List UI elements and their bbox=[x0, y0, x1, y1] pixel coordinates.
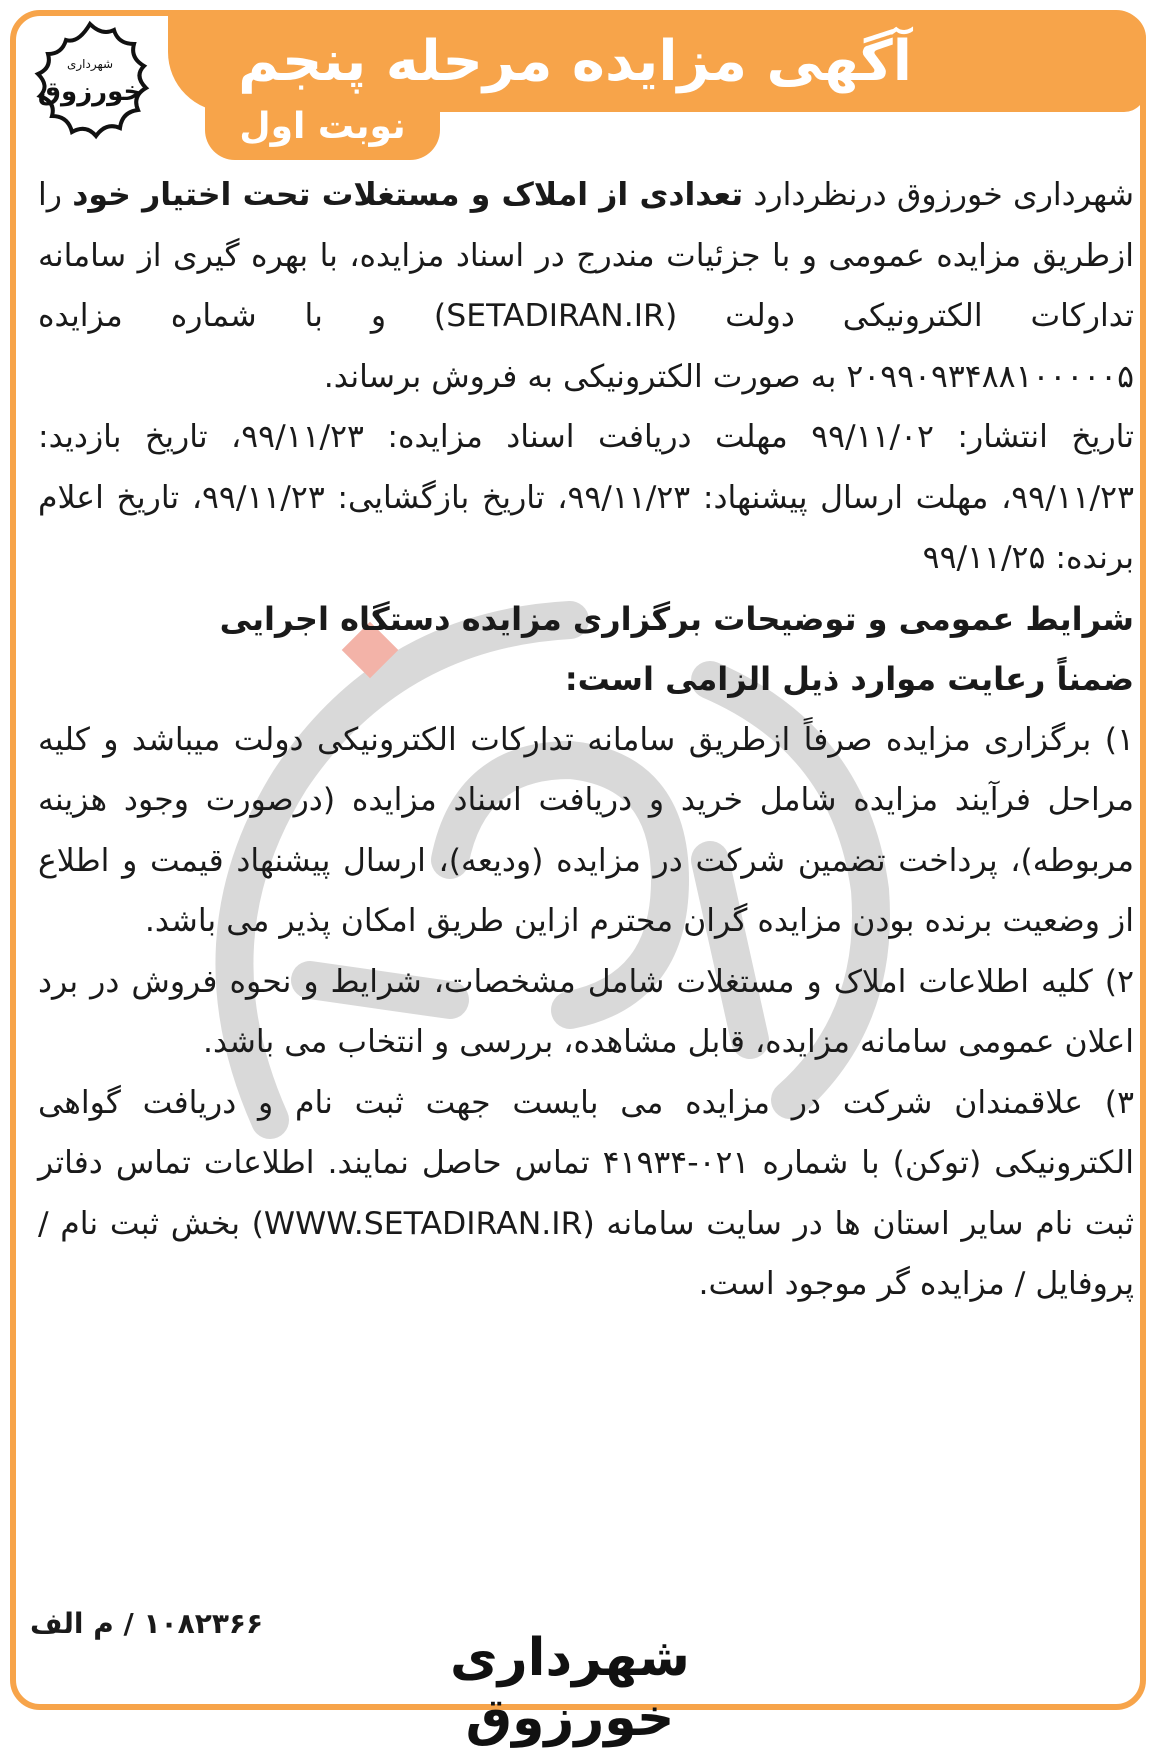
intro-paragraph bbox=[38, 165, 1134, 407]
round-badge: نوبت اول bbox=[205, 100, 440, 160]
intro-text: شهرداری خورزوق درنظردارد bbox=[743, 177, 1134, 213]
intro-text-rest: را ازطریق مزایده عمومی و با جزئیات مندرج در اسناد مزایده، با بهره گیری از سامانه تدارکات الکترونیکی دولت (SETADIRAN.IR) و با شماره مزایده ۲۰۹۹۰۹۳۴۸۸۱۰۰۰۰۰۵ به صورت الکترونیکی به فروش برساند. bbox=[38, 177, 1134, 395]
issuer-signature: شهرداری خورزوق bbox=[450, 1628, 690, 1748]
municipality-flower-logo-icon bbox=[22, 16, 158, 152]
list-item: ۳) علاقمندان شرکت در مزایده می بایست جهت ثبت نام و دریافت گواهی الکترونیکی (توکن) با شماره ۰۲۱-۴۱۹۳۴ تماس حاصل نمایند. اطلاعات تماس دفاتر ثبت نام سایر استان ها در سایت سامانه (WWW.SETADIRAN.IR) بخش ثبت نام / پروفایل / مزایده گر موجود است. bbox=[38, 1084, 1134, 1302]
section-heading-requirements: ضمناً رعایت موارد ذیل الزامی است: bbox=[564, 660, 1134, 698]
logo-text-main: خورزوق bbox=[37, 77, 143, 107]
notice-code: ۱۰۸۲۳۶۶ / م الف bbox=[30, 1607, 264, 1640]
notice-body bbox=[38, 165, 1134, 1315]
list-item: ۱) برگزاری مزایده صرفاً ازطریق سامانه تدارکات الکترونیکی دولت میباشد و کلیه مراحل فرآیند مزایده شامل خرید و دریافت اسناد مزایده (درصورت وجود هزینه مربوطه)، پرداخت تضمین شرکت در مزایده (ودیعه)، ارسال پیشنهاد قیمت و اطلاع از وضعیت برنده بودن مزایده گران محترم ازاین طریق امکان پذیر می باشد. bbox=[38, 721, 1134, 939]
list-item: ۲) کلیه اطلاعات املاک و مستغلات شامل مشخصات، شرایط و نحوه فروش در برد اعلان عمومی سامانه مزایده، قابل مشاهده، بررسی و انتخاب می باشد. bbox=[38, 963, 1134, 1060]
logo-text-top: شهرداری bbox=[66, 57, 114, 71]
intro-bold-text: تعدادی از املاک و مستغلات تحت اختیار خود bbox=[72, 177, 744, 213]
notice-title: آگهی مزایده مرحله پنجم bbox=[238, 29, 912, 94]
dates-paragraph: تاریخ انتشار: ۹۹/۱۱/۰۲ مهلت دریافت اسناد مزایده: ۹۹/۱۱/۲۳، تاریخ بازدید: ۹۹/۱۱/۲۳، مهلت ارسال پیشنهاد: ۹۹/۱۱/۲۳، تاریخ بازگشایی: ۹۹/۱۱/۲۳، تاریخ اعلام برنده: ۹۹/۱۱/۲۵ bbox=[38, 419, 1135, 576]
section-heading-conditions: شرایط عمومی و توضیحات برگزاری مزایده دستگاه اجرایی bbox=[219, 599, 1134, 638]
